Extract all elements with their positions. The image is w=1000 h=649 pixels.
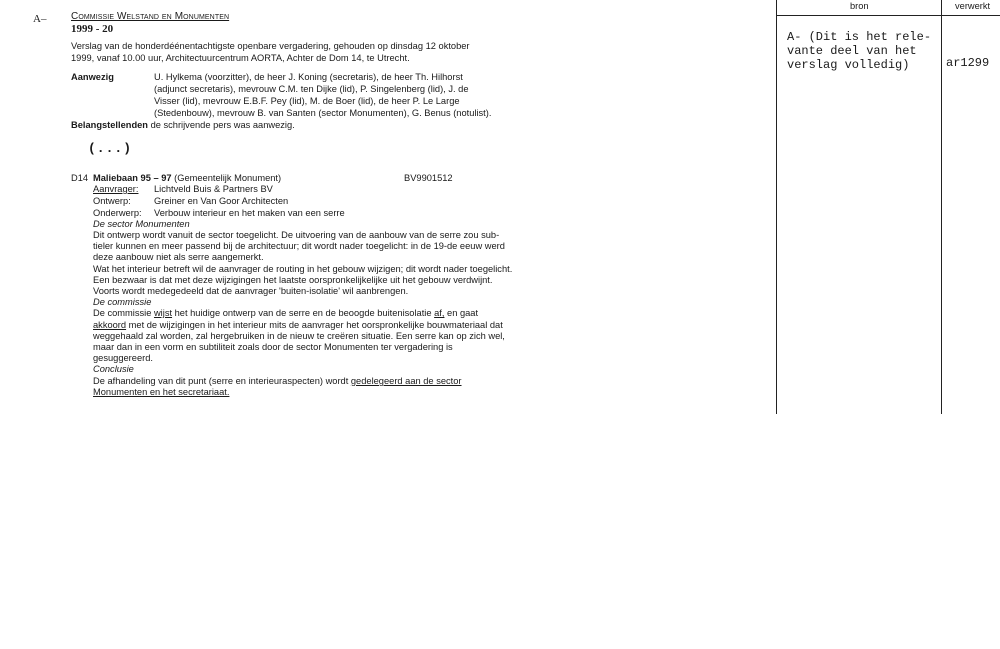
- sector-line: tieler kunnen en meer passend bij de architectuur; dit wordt nader toegelicht: in de 19-de eeuw werd: [93, 241, 505, 251]
- design-label: Ontwerp:: [93, 196, 131, 206]
- stakeholders-line: [71, 120, 295, 131]
- applicant-label: Aanvrager:: [93, 184, 139, 194]
- attendance-line: Visser (lid), mevrouw E.B.F. Pey (lid), M. de Boer (lid), de heer P. Le Large: [154, 96, 460, 106]
- table-header-rule: [776, 15, 1000, 16]
- sector-heading: De sector Monumenten: [93, 219, 190, 229]
- item-title-suffix: (Gemeentelijk Monument): [171, 173, 282, 183]
- stakeholders-text: de schrijvende pers was aanwezig.: [147, 120, 295, 130]
- intro-line: 1999, vanaf 10.00 uur, Architectuurcentrum AORTA, Achter de Dom 14, te Utrecht.: [71, 53, 410, 63]
- commission-text: met de wijzigingen in het interieur mits de aanvrager het oorspronkelijke bouwmateriaal dat: [126, 320, 503, 330]
- table-column-divider: [941, 0, 942, 414]
- item-title: Maliebaan 95 – 97: [93, 173, 172, 183]
- page-marker: A–: [33, 13, 47, 25]
- commission-text: het huidige ontwerp van de serre en de beoogde buitenisolatie: [172, 308, 435, 318]
- commission-line: [93, 320, 503, 331]
- commission-text: De commissie: [93, 308, 154, 318]
- design-value: Greiner en Van Goor Architecten: [154, 196, 289, 206]
- column-header-verwerkt: verwerkt: [955, 1, 991, 11]
- conclusion-text: De afhandeling van dit punt (serre en interieuraspecten) wordt: [93, 376, 351, 386]
- omission-marker: (...): [88, 141, 133, 156]
- sector-line: Een bezwaar is dat met deze wijzigingen het laatste oorspronkelijkelijke uit het gebouw verdwijnt.: [93, 275, 493, 285]
- commission-line: gesuggereerd.: [93, 353, 153, 363]
- conclusion-emphasis: gedelegeerd aan de sector: [350, 376, 462, 386]
- source-note-line: vante deel van het: [787, 44, 917, 58]
- commission-text: en gaat: [444, 308, 479, 318]
- table-left-border: [776, 0, 777, 414]
- attendance-line: (Stedenbouw), mevrouw B. van Santen (sector Monumenten), G. Benus (notulist).: [154, 108, 492, 118]
- commission-line: [93, 308, 478, 319]
- commission-emphasis: wijst: [153, 308, 173, 318]
- sector-line: Wat het interieur betreft wil de aanvrager de routing in het gebouw wijzigen; dit wordt nader toegelicht.: [93, 264, 513, 274]
- stakeholders-label: Belangstellenden: [71, 120, 148, 130]
- applicant-value: Lichtveld Buis & Partners BV: [154, 184, 273, 194]
- commission-line: maar dan in een vorm en subtiliteit zoals door de sector Monumenten ter vergadering is: [93, 342, 453, 352]
- conclusion-line: [93, 376, 462, 387]
- item-title-line: [93, 173, 281, 184]
- conclusion-heading: Conclusie: [93, 364, 134, 374]
- subject-label: Onderwerp:: [93, 208, 142, 218]
- item-reference: BV9901512: [404, 173, 453, 183]
- sector-line: Dit ontwerp wordt vanuit de sector toegelicht. De uitvoering van de aanbouw van de serre zou sub-: [93, 230, 500, 240]
- sector-line: Voorts wordt medegedeeld dat de aanvrager 'buiten-isolatie' wil aanbrengen.: [93, 286, 409, 296]
- reference-code: ar1299: [946, 56, 990, 70]
- sector-line: deze aanbouw niet als serre aangemerkt.: [93, 252, 264, 262]
- commission-heading: De commissie: [93, 297, 152, 307]
- attendance-line: (adjunct secretaris), mevrouw C.M. ten Dijke (lid), P. Singelenberg (lid), J. de: [154, 84, 469, 94]
- conclusion-line: Monumenten en het secretariaat.: [93, 387, 230, 397]
- committee-heading: Commissie Welstand en Monumenten: [71, 11, 230, 22]
- meeting-year: 1999 - 20: [71, 23, 114, 35]
- attendance-line: U. Hylkema (voorzitter), de heer J. Koning (secretaris), de heer Th. Hilhorst: [154, 72, 463, 82]
- source-note-line: verslag volledig): [787, 58, 910, 72]
- item-code: D14: [71, 173, 89, 183]
- commission-emphasis: akkoord: [93, 320, 127, 330]
- source-note-line: A- (Dit is het rele-: [787, 30, 932, 44]
- column-header-bron: bron: [850, 1, 869, 11]
- intro-line: Verslag van de honderdéénentachtigste openbare vergadering, gehouden op dinsdag 12 oktober: [71, 41, 470, 51]
- attendance-label: Aanwezig: [71, 72, 114, 82]
- subject-value: Verbouw interieur en het maken van een serre: [154, 208, 345, 218]
- commission-line: weggehaald zal worden, zal hergebruiken in de nieuw te creëren situatie. Een serre kan op zich wel,: [93, 331, 505, 341]
- commission-emphasis: af,: [434, 308, 445, 318]
